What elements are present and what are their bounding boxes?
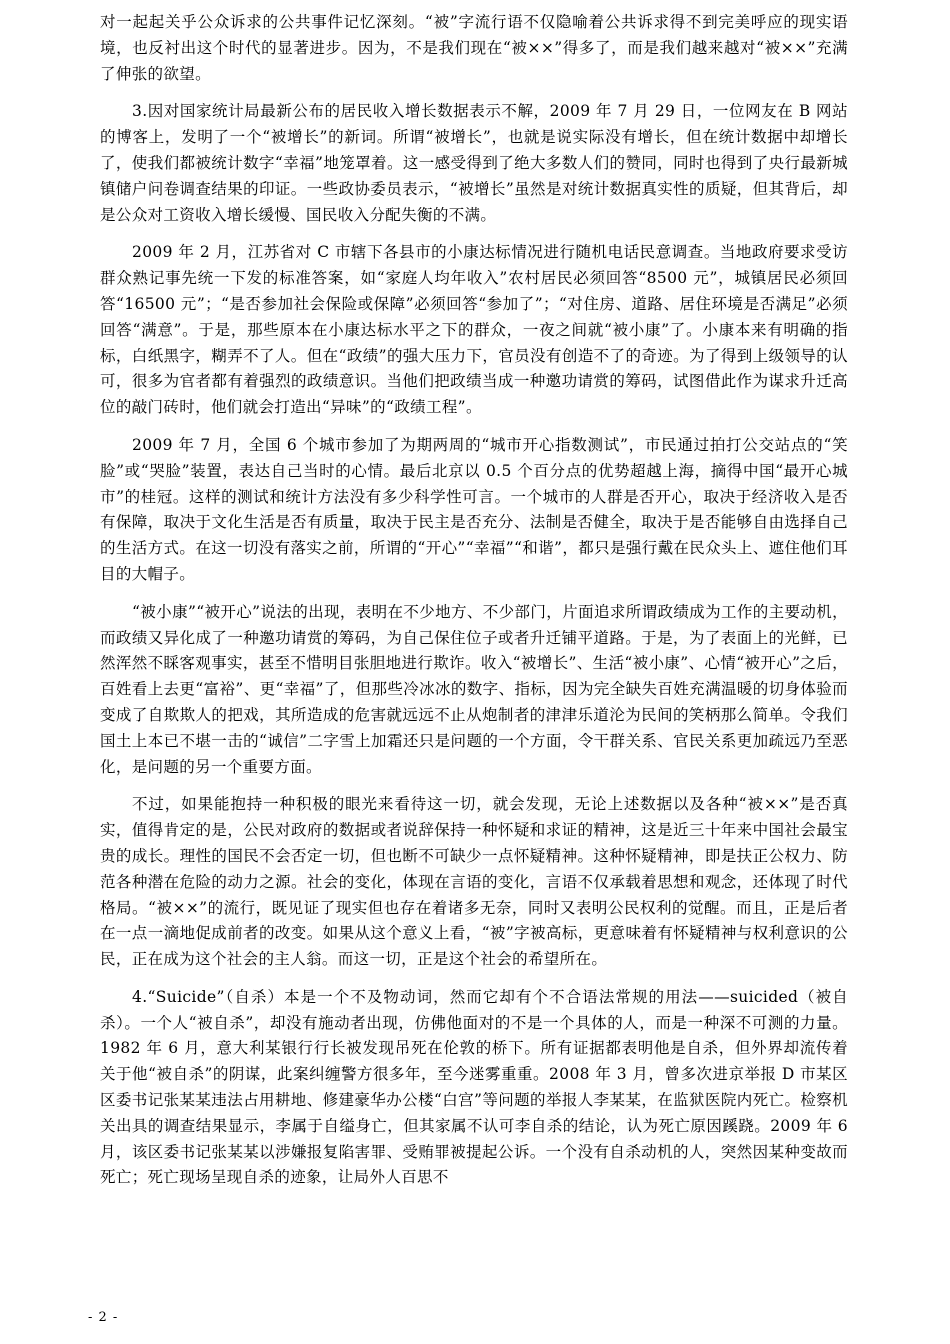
page-number: - 2 - bbox=[88, 1310, 119, 1325]
document-body bbox=[100, 10, 848, 1203]
paragraph-bei-xiaokang: 2009 年 2 月，江苏省对 C 市辖下各县市的小康达标情况进行随机电话民意调查。当地政府要求受访群众熟记事先统一下发的标准答案，如“家庭人均年收入”农村居民必须回答“8500 元”，城镇居民必须回答“16500 元”；“是否参加社会保险或保障”必须回答“参加了”；“对住房、道路、居住环境是否满足”必须回答“满意”。于是，那些原本在小康达标水平之下的群众，一夜之间就“被小康”了。小康本来有明确的指标，白纸黑字，糊弄不了人。但在“政绩”的强大压力下，官员没有创造不了的奇迹。为了得到上级领导的认可，很多为官者都有着强烈的政绩意识。当他们把政绩当成一种邀功请赏的筹码，试图借此作为谋求升迁高位的敲门砖时，他们就会打造出“异味”的“政绩工程”。 bbox=[100, 243, 848, 417]
paragraph-suicided: 4.“Suicide”（自杀）本是一个不及物动词，然而它却有个不合语法常规的用法——suicided（被自杀）。一个人“被自杀”，却没有施动者出现，仿佛他面对的不是一个具体的人，而是一种深不可测的力量。1982 年 6 月，意大利某银行行长被发现吊死在伦敦的桥下。所有证据都表明他是自杀，但外界却流传着关于他“被自杀”的阴谋，此案纠缠警方很多年，至今迷雾重重。2008 年 3 月，曾多次进京举报 D 市某区区委书记张某某违法占用耕地、修建豪华办公楼“白宫”等问题的举报人李某某，在监狱医院内死亡。检察机关出具的调查结果显示，李属于自缢身亡，但其家属不认可李自杀的结论，认为死亡原因蹊跷。2009 年 6 月，该区委书记张某某以涉嫌报复陷害罪、受贿罪被提起公诉。一个没有自杀动机的人，突然因某种变故而死亡；死亡现场呈现自杀的迹象，让局外人百思不 bbox=[100, 987, 848, 1187]
paragraph-skepticism: 不过，如果能抱持一种积极的眼光来看待这一切，就会发现，无论上述数据以及各种“被××”是否真实，值得肯定的是，公民对政府的数据或者说辞保持一种怀疑和求证的精神，这是近三十年来中国社会最宝贵的成长。理性的国民不会否定一切，但也断不可缺少一点怀疑精神。这种怀疑精神，即是扶正公权力、防范各种潜在危险的动力之源。社会的变化，体现在言语的变化，言语不仅承载着思想和观念，还体现了时代格局。“被××”的流行，既见证了现实但也存在着诸多无奈，同时又表明公民权利的觉醒。而且，正是后者在一点一滴地促成前者的改变。如果从这个意义上看，“被”字被高标，更意味着有怀疑精神与权利意识的公民，正在成为这个社会的主人翁。而这一切，正是这个社会的希望所在。 bbox=[100, 795, 848, 969]
paragraph-political-achievement: “被小康”“被开心”说法的出现，表明在不少地方、不少部门，片面追求所谓政绩成为工作的主要动机，而政绩又异化成了一种邀功请赏的筹码，为自己保住位子或者升迁铺平道路。于是，为了表面上的光鲜，已然浑然不睬客观事实，甚至不惜明目张胆地进行欺诈。收入“被增长”、生活“被小康”、心情“被开心”之后，百姓看上去更“富裕”、更“幸福”了，但那些冷冰冰的数字、指标，因为完全缺失百姓充满温暖的切身体验而变成了自欺欺人的把戏，其所造成的危害就远远不止从炮制者的津津乐道沦为民间的笑柄那么简单。令我们国土上本已不堪一击的“诚信”二字雪上加霜还只是问题的一个方面，令干群关系、官民关系更加疏远乃至恶化，是问题的另一个重要方面。 bbox=[100, 602, 848, 776]
paragraph-happiness-index: 2009 年 7 月，全国 6 个城市参加了为期两周的“城市开心指数测试”，市民通过拍打公交站点的“笑脸”或“哭脸”装置，表达自己当时的心情。最后北京以 0.5 个百分点的优势超越上海，摘得中国“最开心城市”的桂冠。这样的测试和统计方法没有多少科学性可言。一个城市的人群是否开心，取决于经济收入是否有保障，取决于文化生活是否有质量，取决于民主是否充分、法制是否健全，取决于是否能够自由选择自己的生活方式。在这一切没有落实之前，所谓的“开心”“幸福”“和谐”，都只是强行戴在民众头上、遮住他们耳目的大帽子。 bbox=[100, 435, 848, 583]
paragraph-continued-intro: 对一起起关乎公众诉求的公共事件记忆深刻。“被”字流行语不仅隐喻着公共诉求得不到完美呼应的现实语境，也反衬出这个时代的显著进步。因为，不是我们现在“被××”得多了，而是我们越来越对“被××”充满了伸张的欲望。 bbox=[100, 13, 848, 83]
paragraph-bei-zengzhang: 3.因对国家统计局最新公布的居民收入增长数据表示不解，2009 年 7 月 29 日，一位网友在 B 网站的博客上，发明了一个“被增长”的新词。所谓“被增长”，也就是说实际没有增长，但在统计数据中却增长了，使我们都被统计数字“幸福”地笼罩着。这一感受得到了绝大多数人们的赞同，同时也得到了央行最新城镇储户问卷调查结果的印证。一些政协委员表示，“被增长”虽然是对统计数据真实性的质疑，但其背后，却是公众对工资收入增长缓慢、国民收入分配失衡的不满。 bbox=[100, 102, 848, 224]
